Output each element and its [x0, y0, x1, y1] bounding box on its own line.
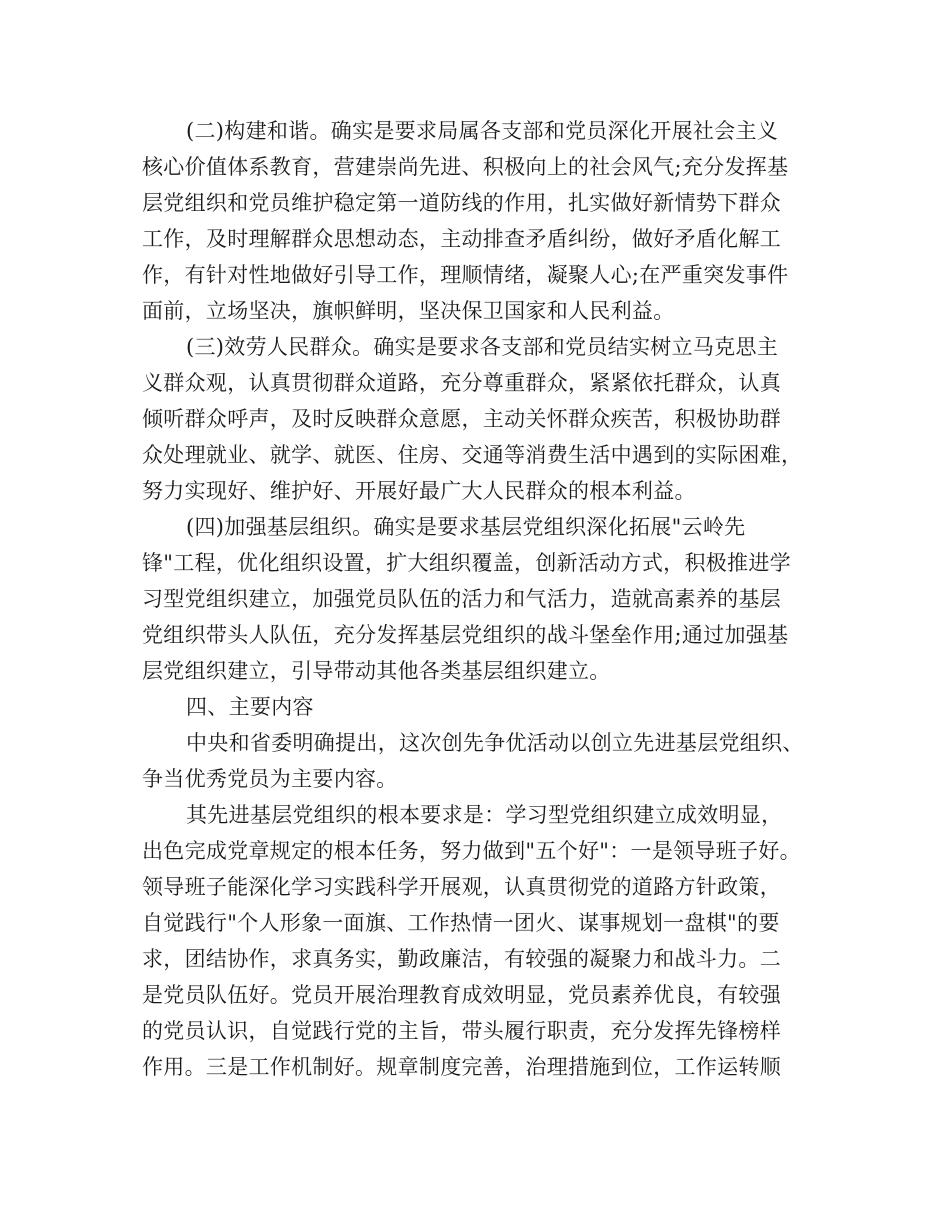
section-heading: 四、主要内容 [186, 695, 314, 719]
paragraph-line: 作，有针对性地做好引导工作，理顺情绪，凝聚人心;在严重突发事件 [142, 263, 789, 287]
paragraph-line: 面前，立场坚决，旗帜鲜明，坚决保卫国家和人民利益。 [142, 299, 675, 323]
paragraph-line: 工作，及时理解群众思想动态，主动排查矛盾纠纷，做好矛盾化解工 [142, 227, 781, 251]
paragraph-line: 努力实现好、维护好、开展好最广大人民群众的根本利益。 [142, 479, 696, 503]
paragraph-line: 习型党组织建立，加强党员队伍的活力和气活力，造就高素养的基层 [142, 587, 781, 611]
paragraph-line: 争当优秀党员为主要内容。 [142, 767, 398, 791]
paragraph-line: 出色完成党章规定的根本任务，努力做到"五个好"：一是领导班子好。 [142, 839, 801, 863]
paragraph-line: 层党组织和党员维护稳定第一道防线的作用，扎实做好新情势下群众 [142, 191, 781, 215]
paragraph-line: 中央和省委明确提出，这次创先争优活动以创立先进基层党组织、 [186, 731, 804, 755]
paragraph-line: 众处理就业、就学、就医、住房、交通等消费生活中遇到的实际困难， [142, 443, 803, 467]
paragraph-line: 其先进基层党组织的根本要求是：学习型党组织建立成效明显， [186, 803, 783, 827]
paragraph-line: 锋"工程，优化组织设置，扩大组织覆盖，创新活动方式，积极推进学 [142, 551, 791, 575]
paragraph-line: (三)效劳人民群众。确实是要求各支部和党员结实树立马克思主 [186, 335, 779, 359]
paragraph-line: 自觉践行"个人形象一面旗、工作热情一团火、谋事规划一盘棋"的要 [142, 911, 780, 935]
paragraph-line: 领导班子能深化学习实践科学开展观，认真贯彻党的道路方针政策， [142, 875, 781, 899]
paragraph-line: 的党员认识，自觉践行党的主旨，带头履行职责，充分发挥先锋榜样 [142, 1019, 781, 1043]
paragraph-line: 义群众观，认真贯彻群众道路，充分尊重群众，紧紧依托群众，认真 [142, 371, 781, 395]
paragraph-line: 倾听群众呼声，及时反映群众意愿，主动关怀群众疾苦，积极协助群 [142, 407, 781, 431]
paragraph-line: 层党组织建立，引导带动其他各类基层组织建立。 [142, 659, 611, 683]
paragraph-line: 是党员队伍好。党员开展治理教育成效明显，党员素养优良，有较强 [142, 983, 781, 1007]
paragraph-line: (二)构建和谐。确实是要求局属各支部和党员深化开展社会主义 [186, 119, 779, 143]
paragraph-line: 核心价值体系教育，营建崇尚先进、积极向上的社会风气;充分发挥基 [142, 155, 789, 179]
paragraph-line: (四)加强基层组织。确实是要求基层党组织深化拓展"云岭先 [186, 515, 746, 539]
paragraph-line: 求，团结协作，求真务实，勤政廉洁，有较强的凝聚力和战斗力。二 [142, 947, 781, 971]
paragraph-line: 党组织带头人队伍，充分发挥基层党组织的战斗堡垒作用;通过加强基 [142, 623, 789, 647]
paragraph-line: 作用。三是工作机制好。规章制度完善，治理措施到位，工作运转顺 [142, 1055, 781, 1079]
